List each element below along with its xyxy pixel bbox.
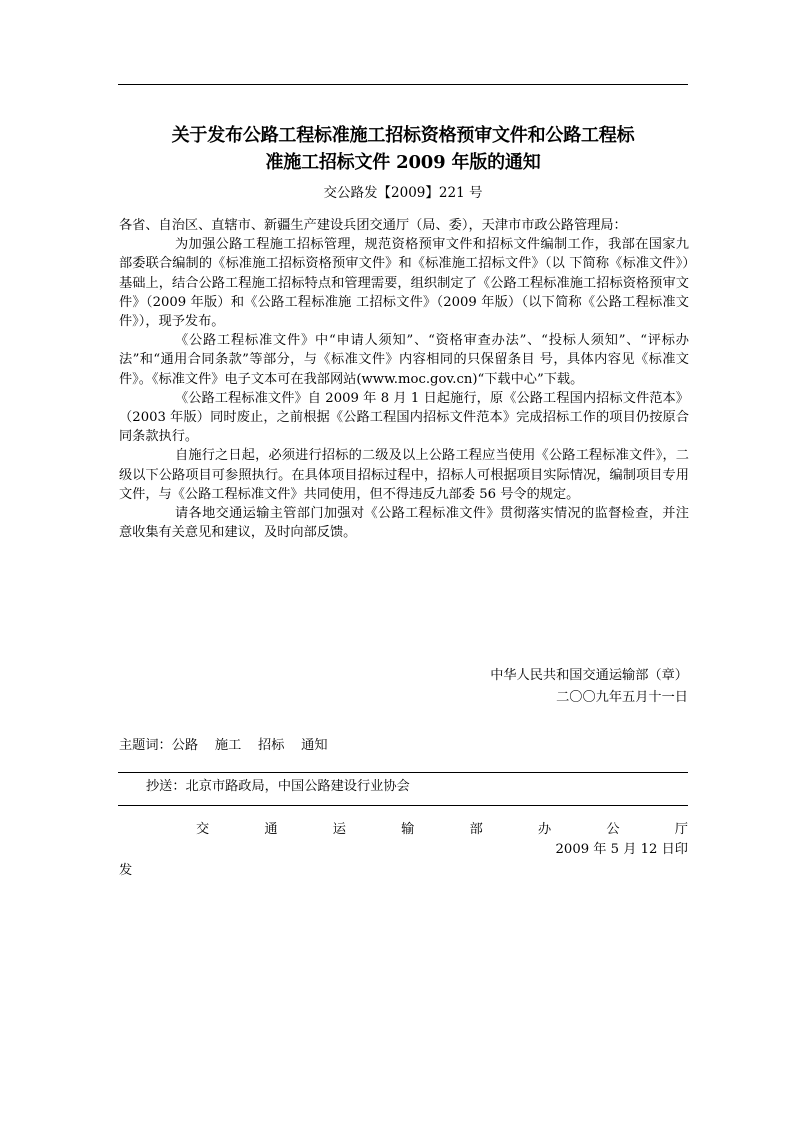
issuer-char: 输 xyxy=(401,822,415,837)
print-date-tail: 发 xyxy=(119,863,133,878)
document-number: 交公路发【2009】221 号 xyxy=(323,185,483,201)
issuer-char: 部 xyxy=(469,822,483,837)
cc-top-rule xyxy=(118,772,688,773)
document-body xyxy=(119,216,689,542)
issuer-char: 交 xyxy=(196,822,210,837)
print-date: 2009 年 5 月 12 日印 xyxy=(555,842,688,857)
issuing-office xyxy=(196,821,688,839)
cc-bottom-rule xyxy=(118,805,688,806)
issuer-char: 办 xyxy=(537,822,552,837)
cc-line: 抄送：北京市路政局，中国公路建设行业协会 xyxy=(146,779,410,794)
title-line-2: 准施工招标文件 2009 年版的通知 xyxy=(265,152,541,173)
paragraph-2: 《公路工程标准文件》中“申请人须知”、“资格审查办法”、“投标人须知”、“评标办法”和“通用合同条款”等部分，与《标准文件》内容相同的只保留条目 号，具体内容见《标准文件》。《标准文件》电子文本可在我部网站(www.moc.gov.cn)“下载中心”下载。 xyxy=(119,333,689,387)
signature-date: 二〇〇九年五月十一日 xyxy=(556,690,688,705)
paragraph-5: 请各地交通运输主管部门加强对《公路工程标准文件》贯彻落实情况的监督检查，并注意收集有关意见和建议，及时向部反馈。 xyxy=(119,506,689,541)
top-rule xyxy=(118,84,688,85)
document-title xyxy=(110,122,696,176)
recipients: 各省、自治区、直辖市、新疆生产建设兵团交通厅（局、委），天津市市政公路管理局： xyxy=(119,218,627,233)
issuer-char: 运 xyxy=(332,822,346,837)
paragraph-4: 自施行之日起，必须进行招标的二级及以上公路工程应当使用《公路工程标准文件》，二级以下公路项目可参照执行。在具体项目招标过程中，招标人可根据项目实际情况，编制项目专用文件，与《公路工程标准文件》共同使用，但不得违反九部委 56 号令的规定。 xyxy=(119,448,689,502)
title-line-1: 关于发布公路工程标准施工招标资格预审文件和公路工程标 xyxy=(171,125,635,146)
signature-org: 中华人民共和国交通运输部（章） xyxy=(490,668,688,683)
paragraph-1: 为加强公路工程施工招标管理，规范资格预审文件和招标文件编制工作，我部在国家九部委联合编制的《标准施工招标资格预审文件》和《标准施工招标文件》（以 下简称《标准文件》）基础上，结合公路工程施工招标特点和管理需要，组织制定了《公路工程标准施工招标资格预审文件》（2009 年版）和《公路工程标准施 工招标文件》（2009 年版）（以下简称《公路工程标准文件》），现予发布。 xyxy=(119,237,689,330)
subject-keywords: 主题词：公路 施工 招标 通知 xyxy=(119,738,328,753)
issuer-char: 厅 xyxy=(674,822,688,837)
issuer-char: 通 xyxy=(264,822,278,837)
issuer-char: 公 xyxy=(606,822,620,837)
paragraph-3: 《公路工程标准文件》自 2009 年 8 月 1 日起施行，原《公路工程国内招标文件范本》（2003 年版）同时废止，之前根据《公路工程国内招标文件范本》完成招标工作的项目仍按原合同条款执行。 xyxy=(119,390,689,445)
